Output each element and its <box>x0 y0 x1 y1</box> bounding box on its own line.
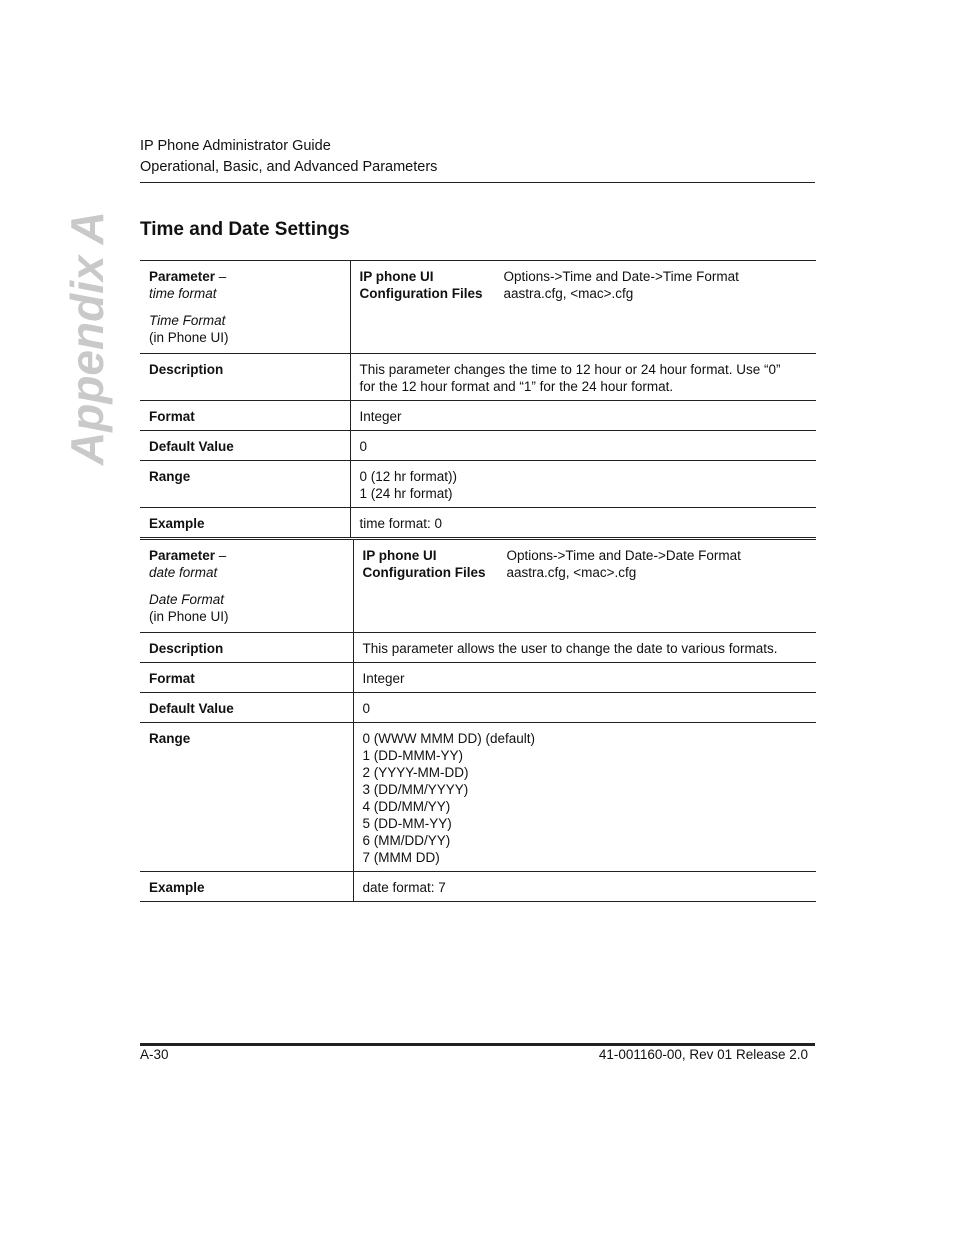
description-line: for the 12 hour format and “1” for the 24 hour format. <box>359 379 674 394</box>
description-cell <box>353 633 816 663</box>
ui-label: IP phone UI <box>359 269 434 284</box>
description-line: This parameter allows the user to change the date to various formats. <box>362 641 778 656</box>
range-cell <box>353 723 816 872</box>
location-cell <box>353 540 816 633</box>
parameter-ui-note: (in Phone UI) <box>149 330 229 345</box>
table-row <box>140 540 816 633</box>
table-row <box>140 354 816 401</box>
parameter-name: time format <box>149 286 217 301</box>
page-number: A-30 <box>140 1047 169 1062</box>
table-row <box>140 261 816 354</box>
ui-path: Options->Time and Date->Time Format <box>503 269 739 284</box>
config-files-value: aastra.cfg, <mac>.cfg <box>506 565 637 580</box>
format-value: Integer <box>359 409 402 424</box>
example-value: date format: 7 <box>362 880 446 895</box>
range-value: 1 (24 hr format) <box>359 486 453 501</box>
default-value-label: Default Value <box>140 693 353 723</box>
parameter-ui-note: (in Phone UI) <box>149 609 229 624</box>
range-value: 3 (DD/MM/YYYY) <box>362 782 469 797</box>
format-value: Integer <box>362 671 405 686</box>
config-files-label: Configuration Files <box>362 565 486 580</box>
range-cell <box>350 461 816 508</box>
ui-path: Options->Time and Date->Date Format <box>506 548 741 563</box>
table-row <box>140 508 816 538</box>
parameter-dash: – <box>215 269 227 284</box>
section-title: Time and Date Settings <box>140 219 350 240</box>
header-guide-title: IP Phone Administrator Guide <box>140 138 331 154</box>
table-row <box>140 693 816 723</box>
time-format-table <box>140 260 816 538</box>
format-label: Format <box>140 401 350 431</box>
range-value: 0 (12 hr format)) <box>359 469 458 484</box>
table-row <box>140 461 816 508</box>
header-chapter-title: Operational, Basic, and Advanced Parameters <box>140 159 438 175</box>
parameter-ui-name: Date Format <box>149 592 225 607</box>
parameter-label: Parameter <box>149 548 216 563</box>
table-row <box>140 723 816 872</box>
example-label: Example <box>140 508 350 538</box>
parameter-label: Parameter <box>149 269 216 284</box>
config-files-label: Configuration Files <box>359 286 483 301</box>
date-format-table <box>140 539 816 902</box>
document-id: 41-001160-00, Rev 01 Release 2.0 <box>598 1047 808 1062</box>
range-value: 4 (DD/MM/YY) <box>362 799 451 814</box>
footer-divider <box>140 1043 815 1046</box>
range-value: 6 (MM/DD/YY) <box>362 833 451 848</box>
parameter-dash: – <box>215 548 227 563</box>
table-row <box>140 401 816 431</box>
running-header <box>140 136 816 178</box>
format-label: Format <box>140 663 353 693</box>
default-value-label: Default Value <box>140 431 350 461</box>
config-files-value: aastra.cfg, <mac>.cfg <box>503 286 634 301</box>
example-label: Example <box>140 872 353 902</box>
parameter-cell <box>140 540 353 633</box>
range-label: Range <box>140 723 353 872</box>
default-value: 0 <box>359 439 368 454</box>
range-value: 0 (WWW MMM DD) (default) <box>362 731 535 746</box>
description-label: Description <box>140 633 353 663</box>
description-cell <box>350 354 816 401</box>
range-value: 2 (YYYY-MM-DD) <box>362 765 469 780</box>
appendix-side-tab: Appendix A <box>61 211 113 465</box>
example-value: time format: 0 <box>359 516 443 531</box>
description-label: Description <box>140 354 350 401</box>
range-label: Range <box>140 461 350 508</box>
parameter-cell <box>140 261 350 354</box>
table-row <box>140 663 816 693</box>
range-value: 1 (DD-MMM-YY) <box>362 748 463 763</box>
header-divider <box>140 182 815 183</box>
parameter-name: date format <box>149 565 218 580</box>
parameter-ui-name: Time Format <box>149 313 226 328</box>
location-cell <box>350 261 816 354</box>
range-value: 7 (MMM DD) <box>362 850 440 865</box>
table-row <box>140 633 816 663</box>
table-row <box>140 872 816 902</box>
ui-label: IP phone UI <box>362 548 437 563</box>
default-value: 0 <box>362 701 371 716</box>
description-line: This parameter changes the time to 12 hour or 24 hour format. Use “0” <box>359 362 781 377</box>
table-row <box>140 431 816 461</box>
range-value: 5 (DD-MM-YY) <box>362 816 452 831</box>
